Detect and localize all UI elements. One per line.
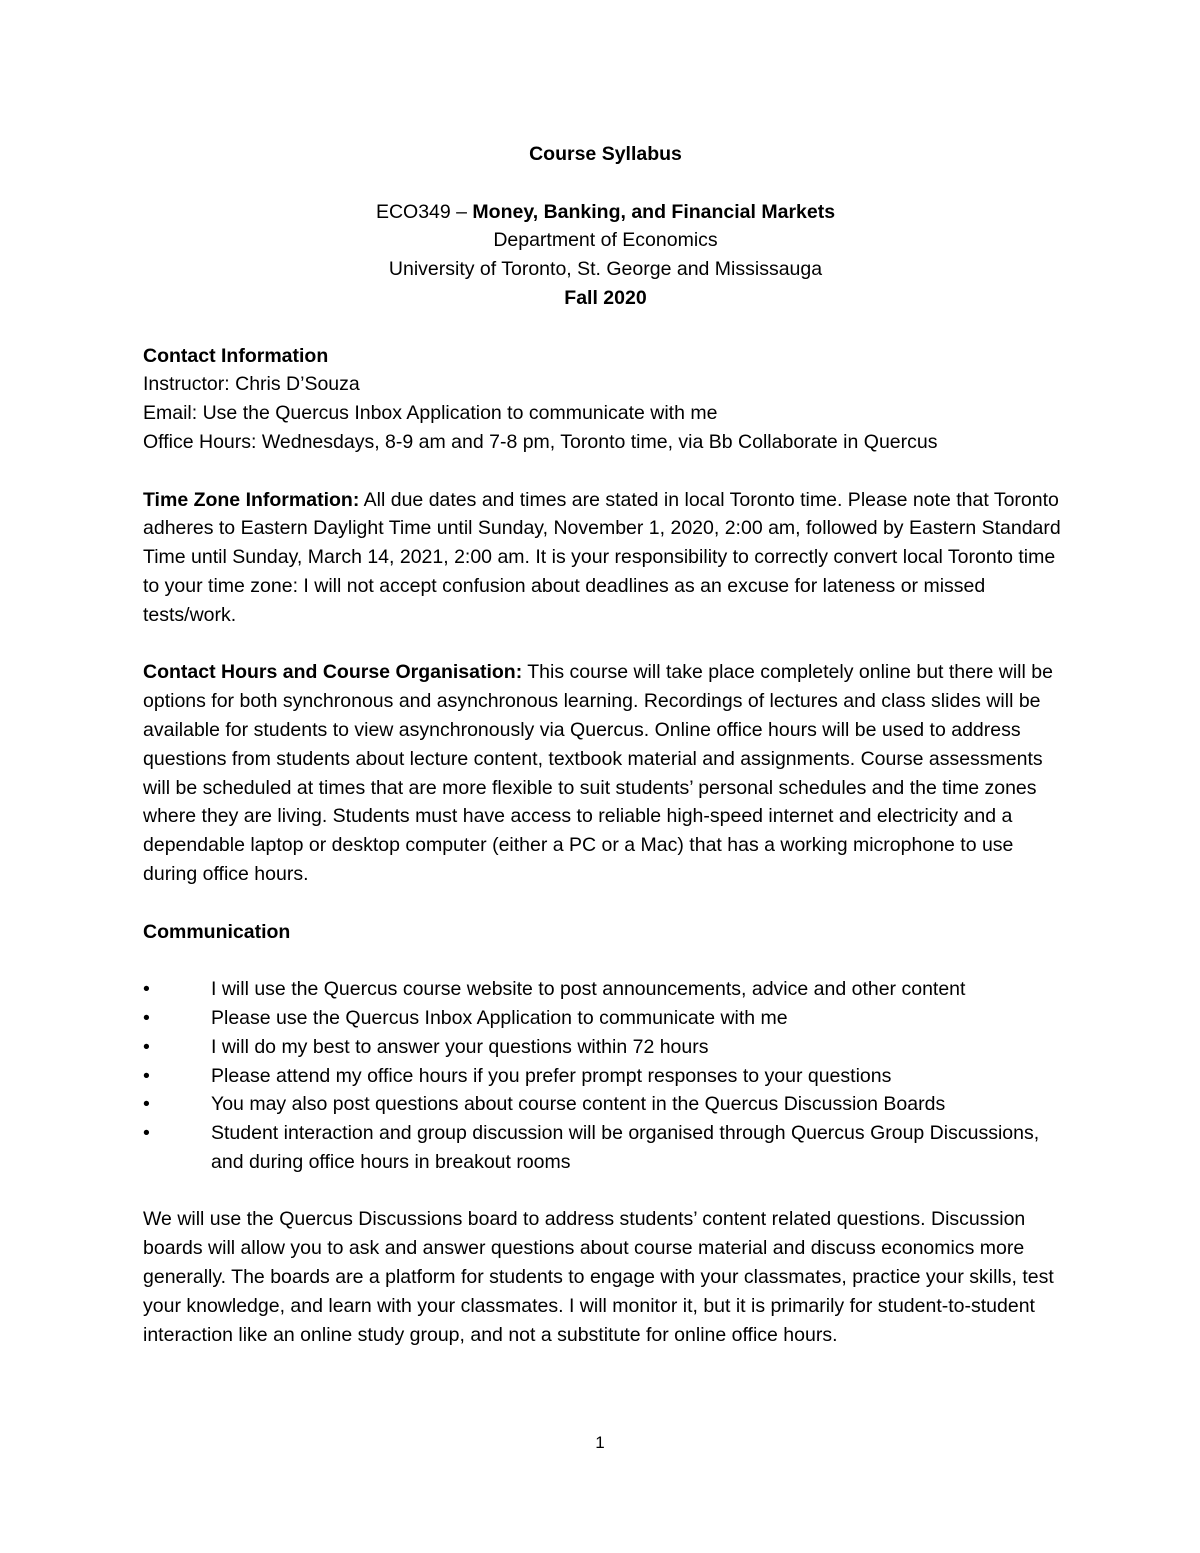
list-item xyxy=(143,1004,1068,1033)
page-number: 1 xyxy=(595,1433,605,1452)
contact-hours-text: This course will take place completely online but there will be options for both synchronous and asynchronous learning. Recordings of lectures and class slides will be available for students to view asynchronously via Quercus. Online office hours will be used to address questions from students about lecture content, textbook material and assignments. Course assessments will be scheduled at times that are more flexible to suit students’ personal schedules and the time zones where they are living. Students must have access to reliable high-speed internet and electricity and a dependable laptop or desktop computer (either a PC or a Mac) that has a working microphone to use during office hours. xyxy=(143,661,1053,885)
spacer xyxy=(143,457,1068,486)
email-line: Email: Use the Quercus Inbox Application to communicate with me xyxy=(143,402,718,425)
spacer xyxy=(143,1177,1068,1206)
bullet-icon: • xyxy=(143,1035,150,1058)
time-zone-text: All due dates and times are stated in local Toronto time. Please note that Toronto adheres to Eastern Daylight Time until Sunday, November 1, 2020, 2:00 am, followed by Eastern Standard Time until Sunday, March 14, 2021, 2:00 am. It is your responsibility to correctly convert local Toronto time to your time zone: I will not accept confusion about deadlines as an excuse for lateness or missed tests/work. xyxy=(143,488,1061,626)
list-item-text: You may also post questions about course content in the Quercus Discussion Boards xyxy=(211,1093,946,1116)
list-item xyxy=(143,1090,1068,1119)
contact-heading: Contact Information xyxy=(143,344,329,367)
contact-hours-paragraph xyxy=(143,658,1068,888)
list-item xyxy=(143,1062,1068,1091)
list-item-text: Please use the Quercus Inbox Application to communicate with me xyxy=(211,1006,788,1029)
bullet-icon: • xyxy=(143,1122,150,1145)
spacer xyxy=(143,946,1068,975)
department: Department of Economics xyxy=(493,229,718,252)
contact-hours-label: Contact Hours and Course Organisation: xyxy=(143,661,523,684)
term: Fall 2020 xyxy=(564,286,647,309)
list-item xyxy=(143,1033,1068,1062)
communication-heading: Communication xyxy=(143,920,291,943)
bullet-icon: • xyxy=(143,978,150,1001)
university: University of Toronto, St. George and Mississauga xyxy=(388,258,823,281)
list-item xyxy=(143,975,1068,1004)
syllabus-page xyxy=(143,140,1068,1349)
list-item xyxy=(143,1119,1068,1177)
list-item-text: I will do my best to answer your questions within 72 hours xyxy=(211,1035,709,1058)
bullet-icon: • xyxy=(143,1064,150,1087)
bullet-icon: • xyxy=(143,1006,150,1029)
list-item-text: I will use the Quercus course website to post announcements, advice and other content xyxy=(211,978,966,1001)
time-zone-label: Time Zone Information: xyxy=(143,488,360,511)
list-item-text: Student interaction and group discussion will be organised through Quercus Group Discussions, and during office hours in breakout rooms xyxy=(211,1122,1040,1173)
spacer xyxy=(143,169,1068,198)
course-name: Money, Banking, and Financial Markets xyxy=(472,200,836,223)
time-zone-paragraph xyxy=(143,486,1068,630)
spacer xyxy=(143,313,1068,342)
spacer xyxy=(143,630,1068,659)
communication-list xyxy=(143,975,1068,1177)
bullet-icon: • xyxy=(143,1093,150,1116)
course-title-line xyxy=(143,198,1068,227)
course-code: ECO349 – xyxy=(375,200,473,223)
spacer xyxy=(143,889,1068,918)
discussion-paragraph: We will use the Quercus Discussions board to address students’ content related questions. Discussion boards will allow you to ask and answer questions about course material and discuss economics more generally. The boards are a platform for students to engage with your classmates, practice your skills, test your knowledge, and learn with your classmates. I will monitor it, but it is primarily for student-to-student interaction like an online study group, and not a substitute for online office hours. xyxy=(143,1208,1054,1346)
document-title: Course Syllabus xyxy=(529,143,682,165)
office-hours-line: Office Hours: Wednesdays, 8-9 am and 7-8 pm, Toronto time, via Bb Collaborate in Quercus xyxy=(143,430,938,453)
list-item-text: Please attend my office hours if you prefer prompt responses to your questions xyxy=(211,1064,892,1087)
instructor-line: Instructor: Chris D’Souza xyxy=(143,373,360,396)
